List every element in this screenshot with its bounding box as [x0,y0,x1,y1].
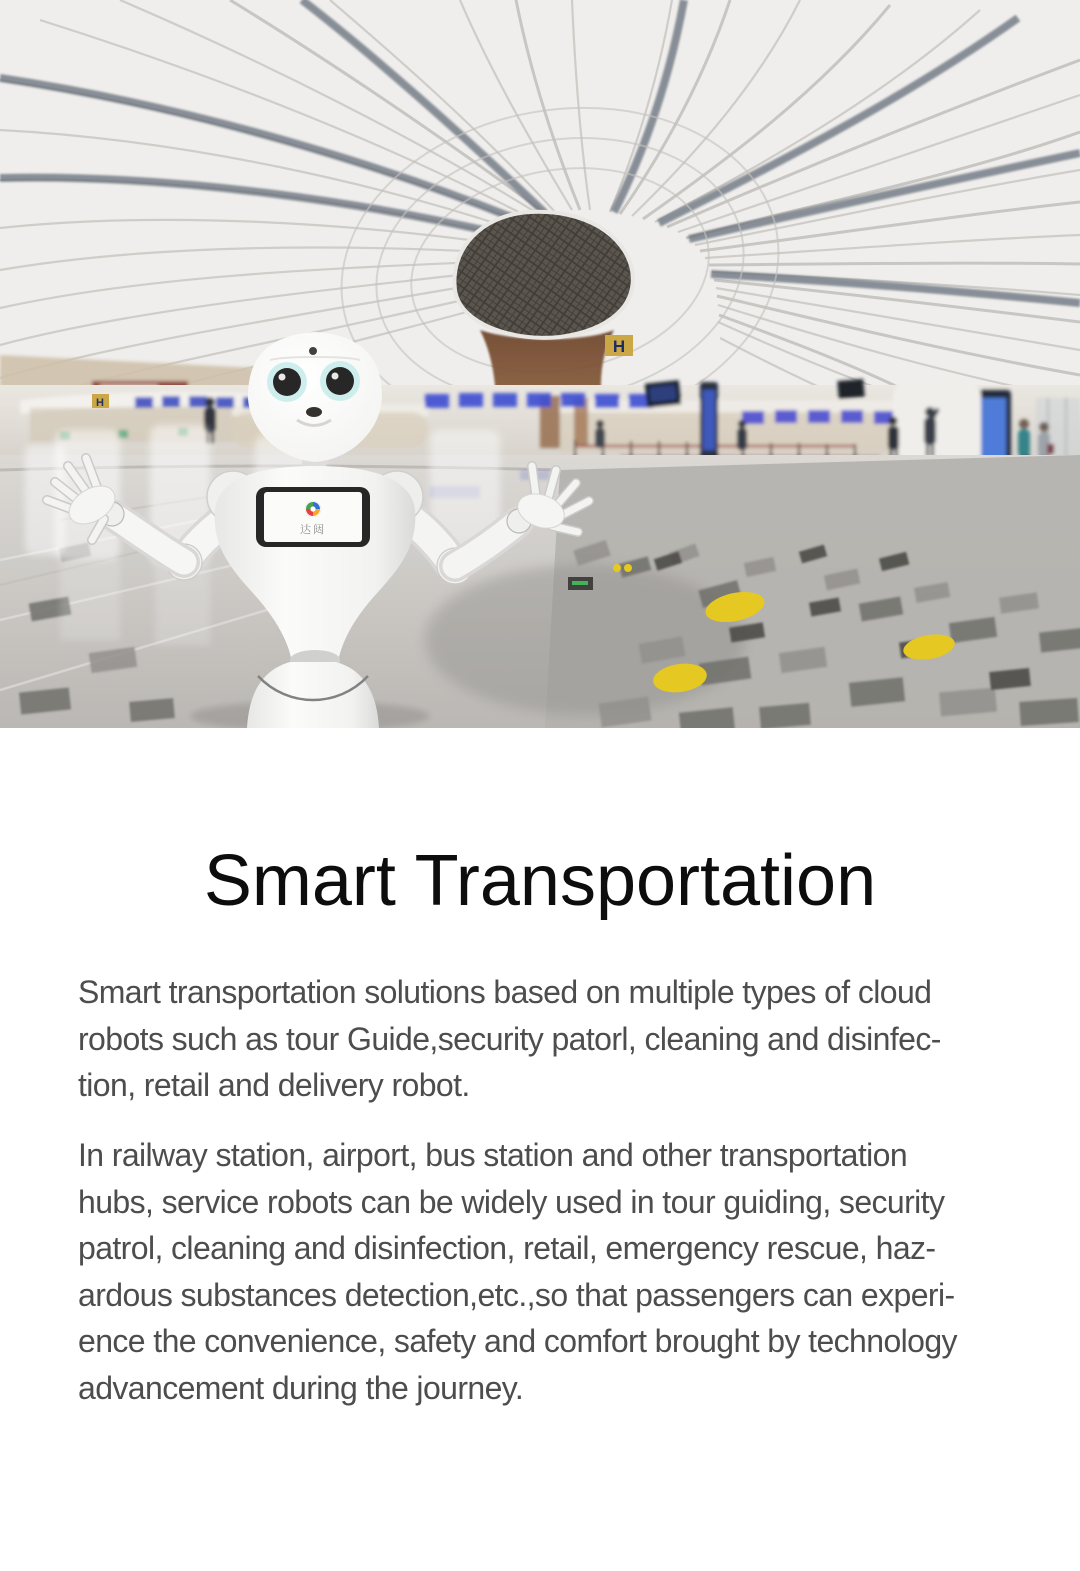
paragraph-line: robots such as tour Guide,security patorl, cleaning and disinfec- [78,1020,941,1057]
paragraph-line: In railway station, airport, bus station and other transportation [78,1137,908,1173]
paragraph-line: Smart transportation solutions based on multiple types of cloud [78,974,932,1010]
paragraph-line: advancement during the journey. [78,1369,524,1406]
photo-haze-overlay [0,0,1080,728]
hero-photo [0,0,1080,728]
paragraph-line: ardous substances detection,etc.,so that passengers can experi- [78,1276,955,1313]
h-sign-small-label: H [96,397,104,409]
paragraph-line: tion, retail and delivery robot. [78,1067,470,1103]
paragraph-line: patrol, cleaning and disinfection, retail, emergency rescue, haz- [78,1230,936,1266]
paragraph-line: ence the convenience, safety and comfort brought by technology [78,1323,957,1359]
tablet-brand-text: 达闼 [300,524,326,536]
intro-paragraph [78,969,1040,1109]
paragraph-line: hubs, service robots can be widely used in tour guiding, security [78,1183,945,1220]
terminal-scene [0,0,1080,728]
h-sign-label: H [612,337,626,356]
detail-paragraph [78,1132,1040,1411]
page-title: Smart Transportation [203,841,877,921]
